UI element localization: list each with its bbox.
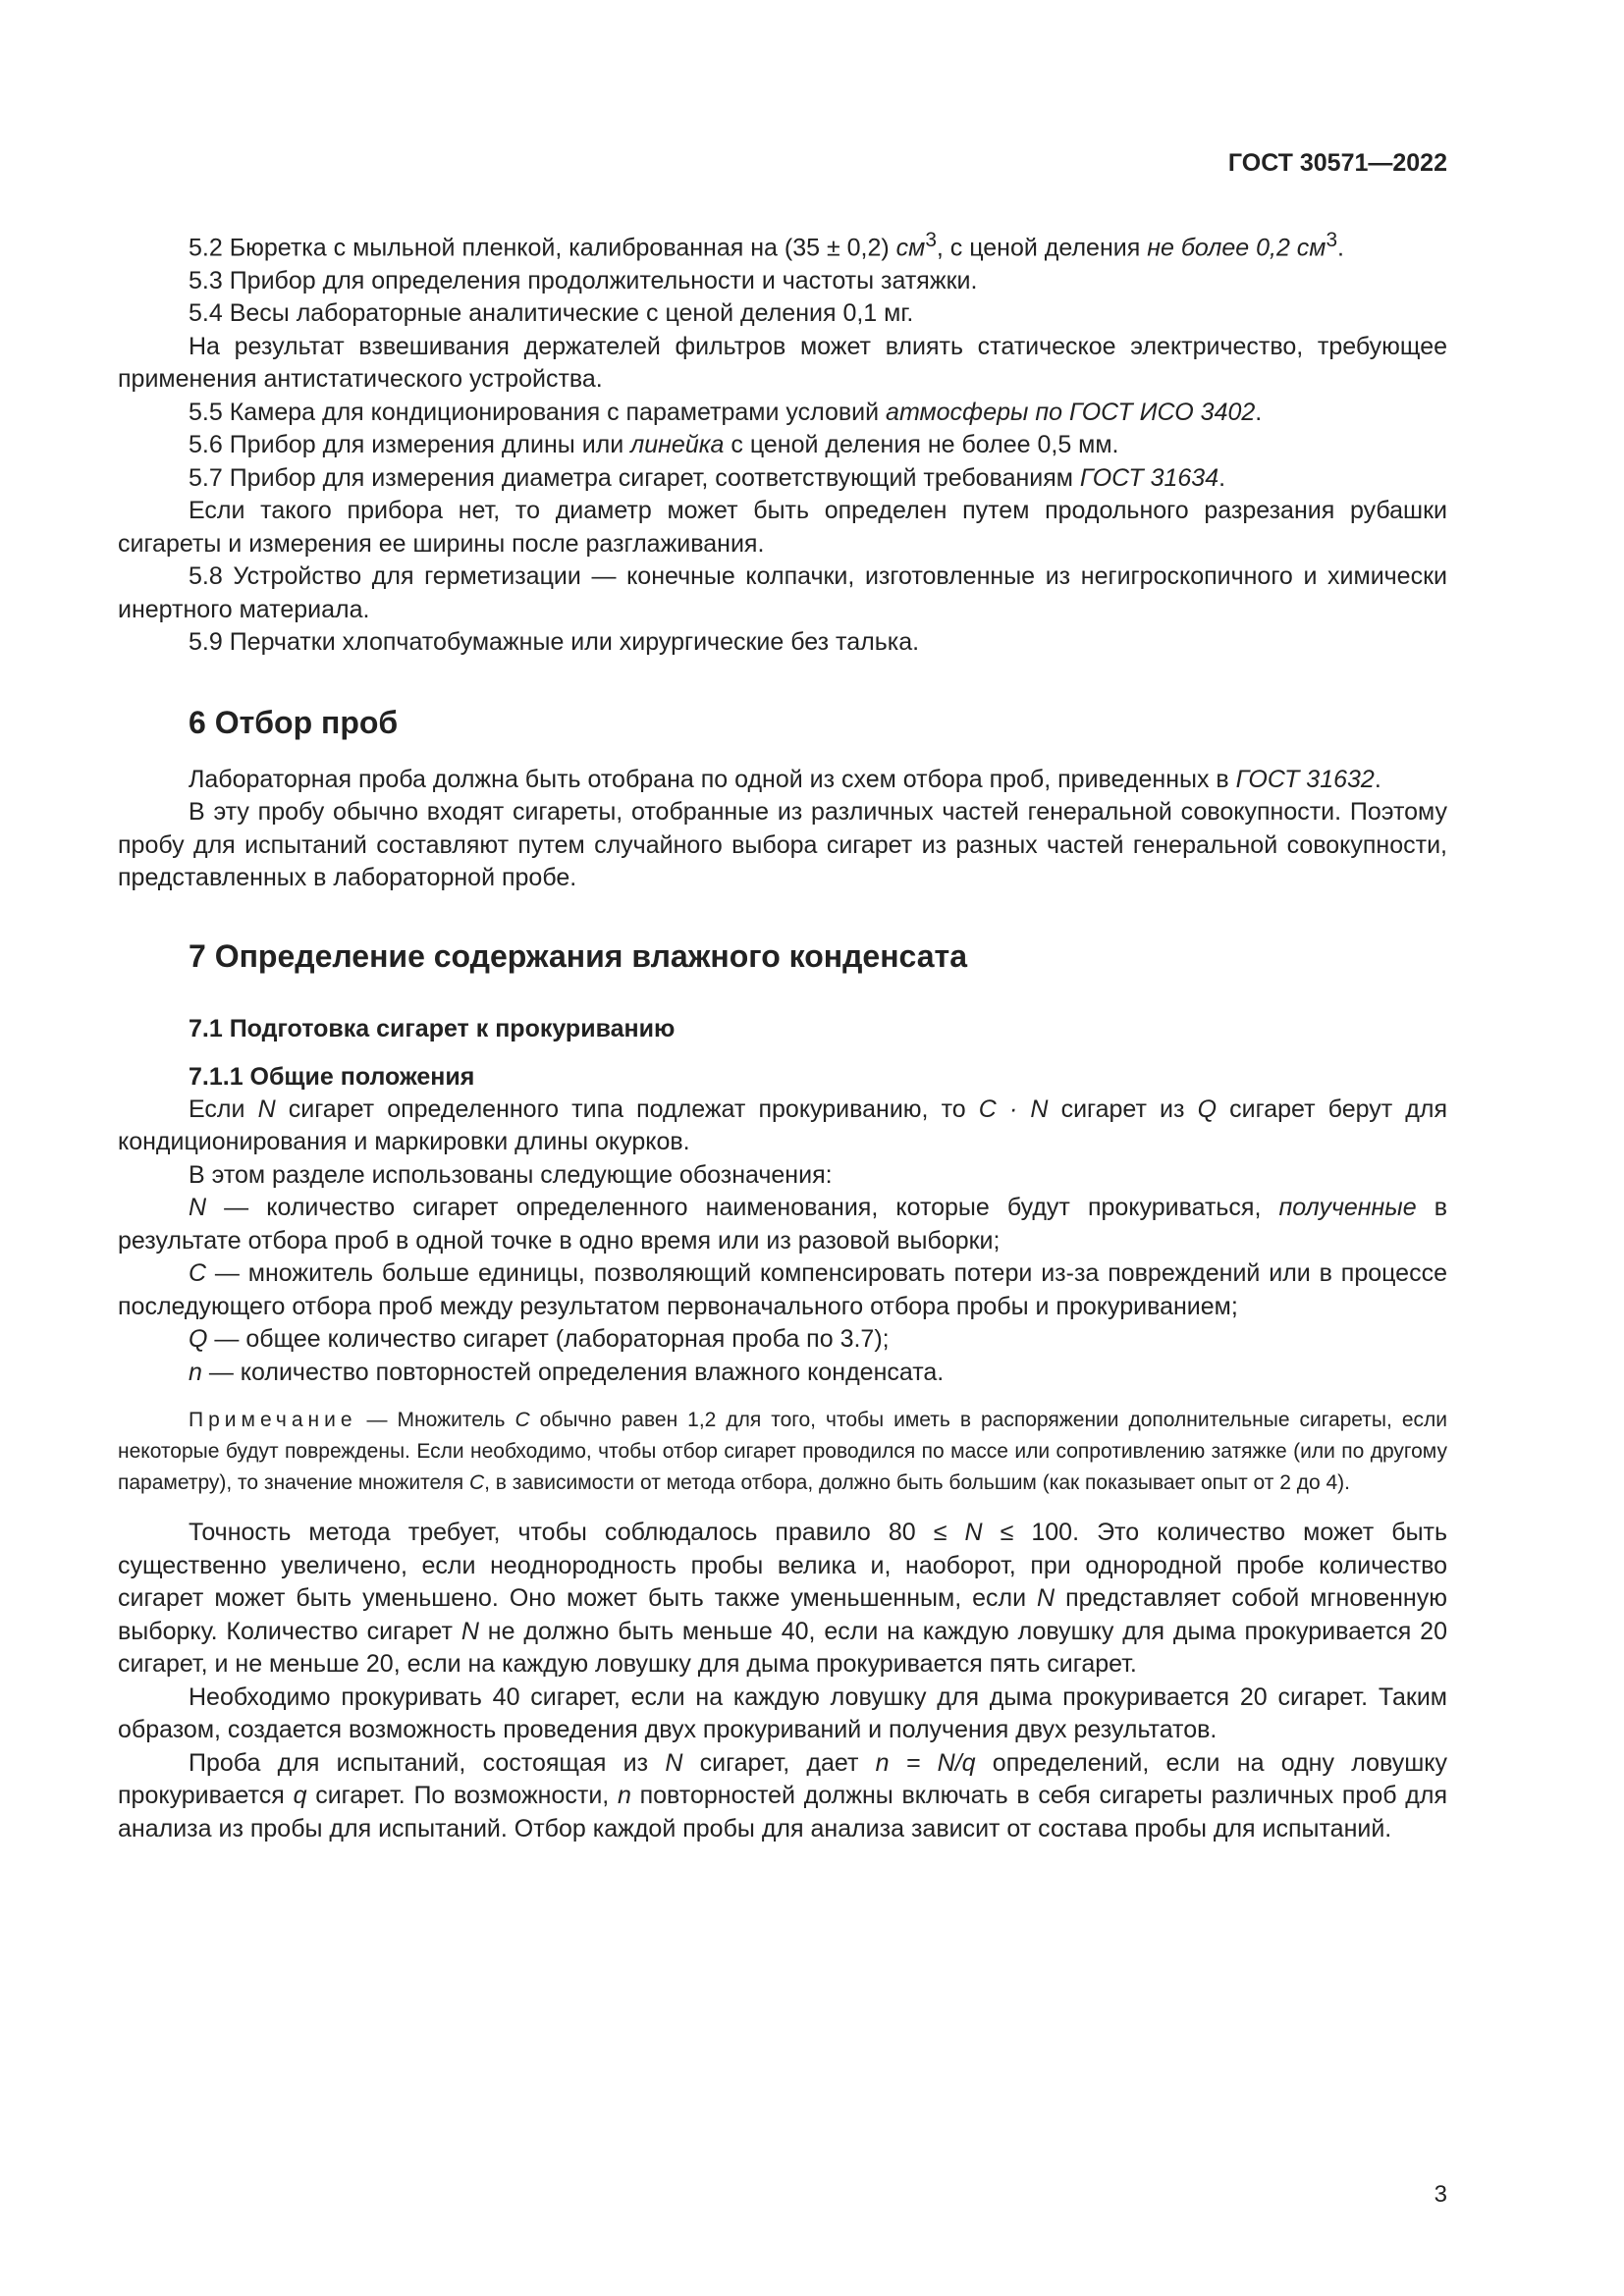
para-5-3: 5.3 Прибор для определения продолжительности и частоты затяжки. — [189, 266, 978, 294]
section-7-para-5: Проба для испытаний, состоящая из N сигарет, дает n = N/q определений, если на одну ловушку прокуривается q сигарет. По возможности, n повторностей должны включать в себя сигареты различных проб для анализа из пробы для испытаний. Отбор каждой пробы для анализа зависит от состава пробы для испытаний. — [118, 1748, 1447, 1842]
para-5-9: 5.9 Перчатки хлопчатобумажные или хирургические без талька. — [189, 628, 920, 657]
section-7-para-4: Необходимо прокуривать 40 сигарет, если на каждую ловушку для дыма прокуривается 20 сигарет. Таким образом, создается возможность проведения двух прокуриваний и получения двух результатов. — [118, 1682, 1447, 1744]
para-5-4-note: На результат взвешивания держателей фильтров может влиять статическое электричество, требующее применения антистатического устройства. — [118, 332, 1447, 394]
section-7-para-1: Если N сигарет определенного типа подлежат прокуриванию, то C · N сигарет из Q сигарет берут для кондиционирования и маркировки длины окурков. — [118, 1095, 1447, 1156]
section-6-para-2: В эту пробу обычно входят сигареты, отобранные из различных частей генеральной совокупности. Поэтому пробу для испытаний составляют путем случайного выбора сигарет из разных частей генеральной совокупности, представленных в лабораторной пробе. — [118, 798, 1447, 892]
para-5-5: 5.5 Камера для кондиционирования с параметрами условий атмосферы по ГОСТ ИСО 3402. — [189, 398, 1263, 426]
para-5-8: 5.8 Устройство для герметизации — конечные колпачки, изготовленные из негигроскопичного и химически инертного материала. — [118, 562, 1447, 623]
para-5-4: 5.4 Весы лабораторные аналитические с ценой деления 0,1 мг. — [189, 299, 914, 328]
definition-n: n — количество повторностей определения влажного конденсата. — [189, 1358, 945, 1386]
page-number: 3 — [1434, 2181, 1447, 2208]
section-6-para-1: Лабораторная проба должна быть отобрана по одной из схем отбора проб, приведенных в ГОСТ 31632. — [189, 765, 1381, 793]
para-5-2: 5.2 Бюретка с мыльной пленкой, калиброванная на (35 ± 0,2) $см^3$, с ценой деления не более 0,2 $см^3$. — [189, 229, 1344, 262]
definition-N: N — количество сигарет определенного наименования, которые будут прокуриваться, полученные в результате отбора проб в одной точке в одно время или из разовой выборки; — [118, 1194, 1447, 1255]
para-5-7: 5.7 Прибор для измерения диаметра сигарет, соответствующий требованиям ГОСТ 31634. — [189, 463, 1226, 492]
section-7-title: 7 Определение содержания влажного конденсата — [189, 937, 967, 974]
section-7-para-2: В этом разделе использованы следующие обозначения: — [189, 1160, 833, 1189]
doc-header: ГОСТ 30571—2022 — [1227, 149, 1447, 177]
subsection-7-1-1-title: 7.1.1 Общие положения — [189, 1062, 475, 1091]
definition-Q: Q — общее количество сигарет (лабораторная проба по 3.7); — [189, 1325, 890, 1354]
subsection-7-1-title: 7.1 Подготовка сигарет к прокуриванию — [189, 1014, 676, 1042]
note-label: Примечание — [189, 1409, 357, 1432]
note-block: Примечание — Множитель C обычно равен 1,2 для того, чтобы иметь в распоряжении дополнительные сигареты, если некоторые будут повреждены. Если необходимо, чтобы отбор сигарет проводился по массе или сопротивлению затяжке (или по другому параметру), то значение множителя C, в зависимости от метода отбора, должно быть большим (как показывает опыт от 2 до 4). — [118, 1409, 1447, 1495]
para-5-7-note: Если такого прибора нет, то диаметр может быть определен путем продольного разрезания рубашки сигареты и измерения ее ширины после разглаживания. — [118, 497, 1447, 558]
section-7-para-3: Точность метода требует, чтобы соблюдалось правило 80 ≤ N ≤ 100. Это количество может быть существенно увеличено, если неоднородность пробы велика и, наоборот, при однородной пробе количество сигарет может быть уменьшено. Оно может быть также уменьшенным, если N представляет собой мгновенную выборку. Количество сигарет N не должно быть меньше 40, если на каждую ловушку для дыма прокуривается 20 сигарет, и не меньше 20, если на каждую ловушку для дыма прокуривается пять сигарет. — [118, 1519, 1448, 1679]
page-content — [118, 224, 1447, 1845]
para-5-6: 5.6 Прибор для измерения длины или линейка с ценой деления не более 0,5 мм. — [189, 431, 1119, 459]
definition-C: C — множитель больше единицы, позволяющий компенсировать потери из-за повреждений или в процессе последующего отбора проб между результатом первоначального отбора пробы и прокуриванием; — [118, 1259, 1447, 1320]
section-6-title: 6 Отбор проб — [189, 704, 399, 740]
